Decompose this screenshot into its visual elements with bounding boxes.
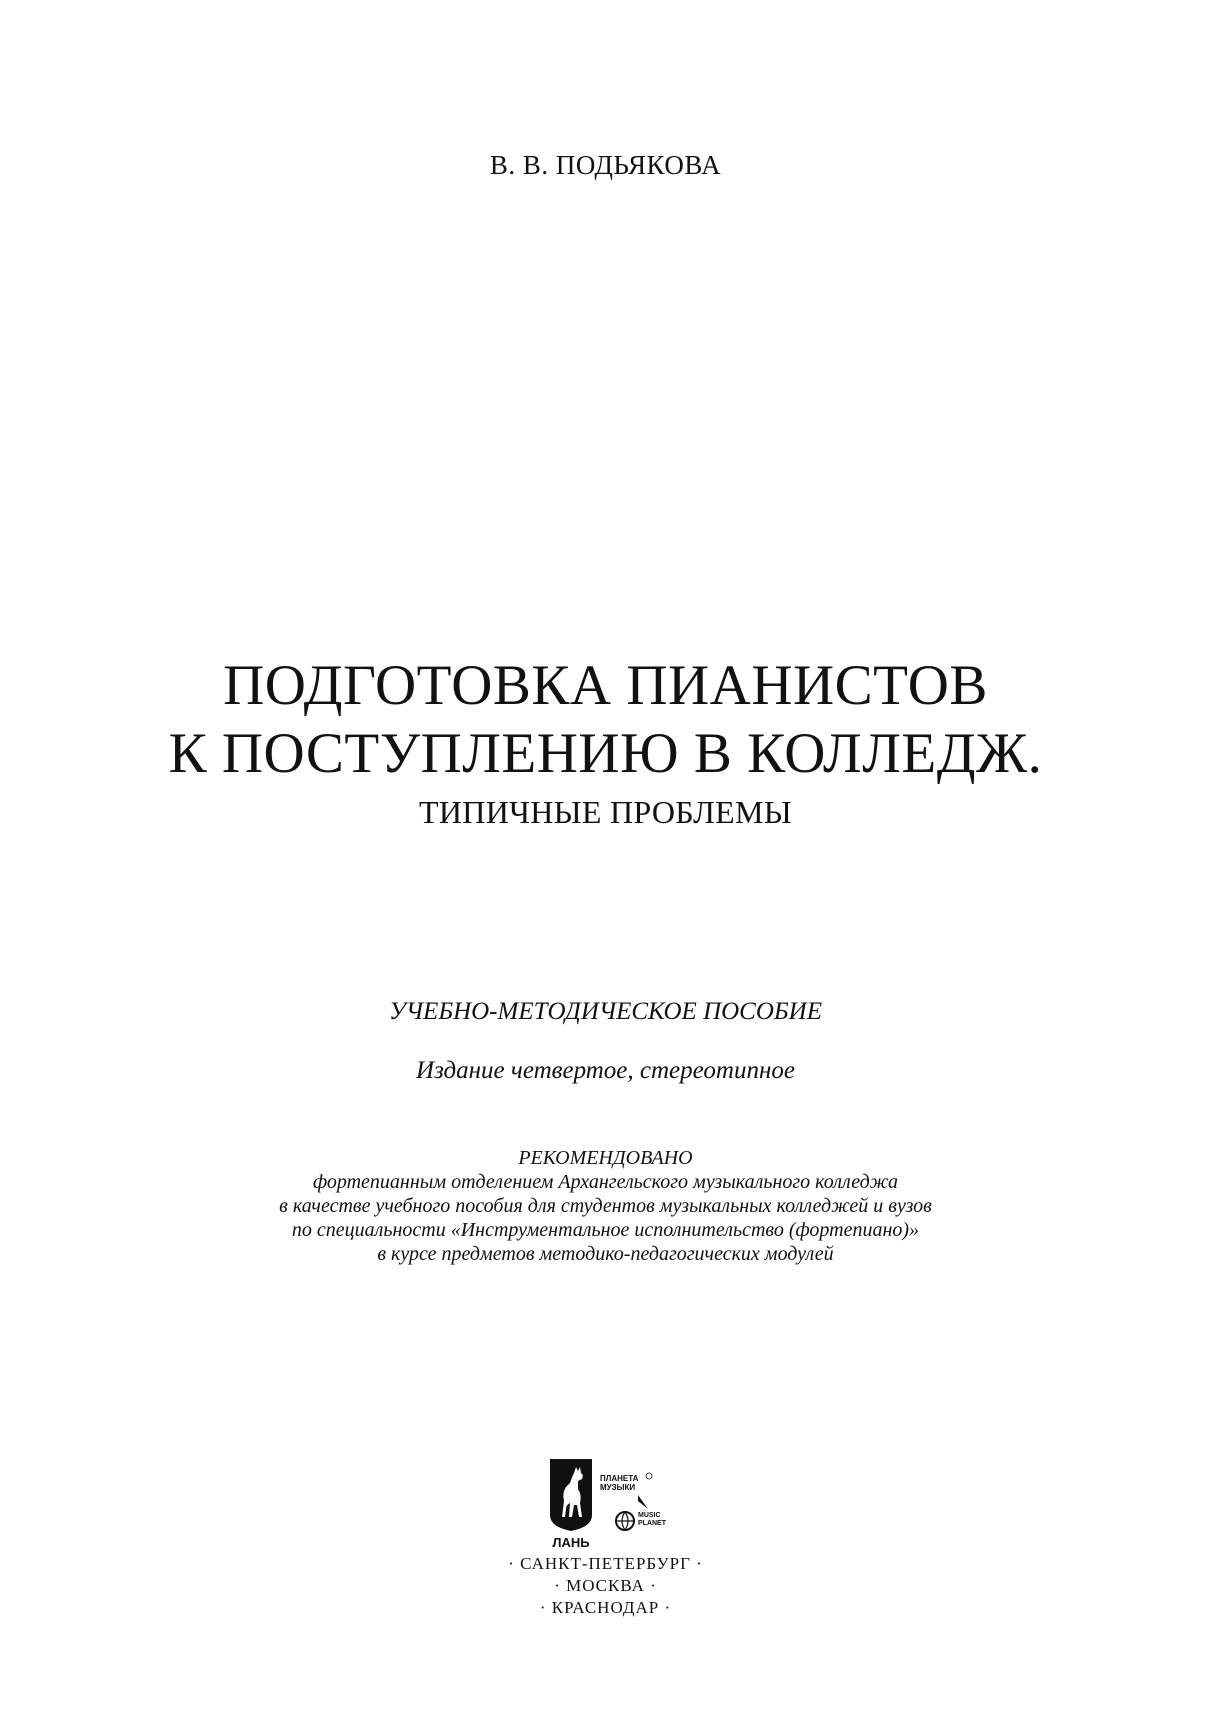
planeta-logo-text: ПЛАНЕТА МУЗЫКИ bbox=[600, 1474, 639, 1492]
music-planet-text: MUSIC PLANET bbox=[638, 1512, 666, 1527]
recommendation-heading: РЕКОМЕНДОВАНО bbox=[518, 1147, 693, 1169]
title-line-1: ПОДГОТОВКА ПИАНИСТОВ bbox=[223, 654, 988, 717]
recommendation-line: в курсе предметов методико-педагогических модулей bbox=[377, 1243, 834, 1265]
city-line: · САНКТ-ПЕТЕРБУРГ · bbox=[508, 1554, 703, 1573]
author-name: В. В. ПОДЬЯКОВА bbox=[489, 150, 722, 180]
recommendation-line: по специальности «Инструментальное исполнительство (фортепиано)» bbox=[291, 1219, 920, 1241]
recommendation-line: фортепианным отделением Архангельского музыкального колледжа bbox=[312, 1171, 899, 1193]
planeta-muzyki-logo bbox=[600, 1473, 667, 1530]
lan-logo-text: ЛАНЬ bbox=[552, 1535, 590, 1550]
lan-logo bbox=[550, 1459, 592, 1550]
city-line: · КРАСНОДАР · bbox=[539, 1598, 672, 1617]
publisher-cities bbox=[0, 1553, 1211, 1619]
book-title bbox=[0, 652, 1211, 832]
edition-note: Издание четвертое, стереотипное bbox=[416, 1057, 795, 1084]
registered-mark-icon bbox=[646, 1473, 652, 1479]
publisher-logos bbox=[548, 1457, 678, 1551]
book-subtitle: ТИПИЧНЫЕ ПРОБЛЕМЫ bbox=[419, 794, 792, 830]
recommendation-line: в качестве учебного пособия для студентов музыкальных колледжей и вузов bbox=[279, 1195, 932, 1217]
publication-genre: УЧЕБНО-МЕТОДИЧЕСКОЕ ПОСОБИЕ bbox=[389, 998, 822, 1025]
city-line: · МОСКВА · bbox=[554, 1576, 657, 1595]
title-line-2: К ПОСТУПЛЕНИЮ В КОЛЛЕДЖ. bbox=[168, 722, 1043, 785]
recommendation-block bbox=[0, 1146, 1211, 1266]
